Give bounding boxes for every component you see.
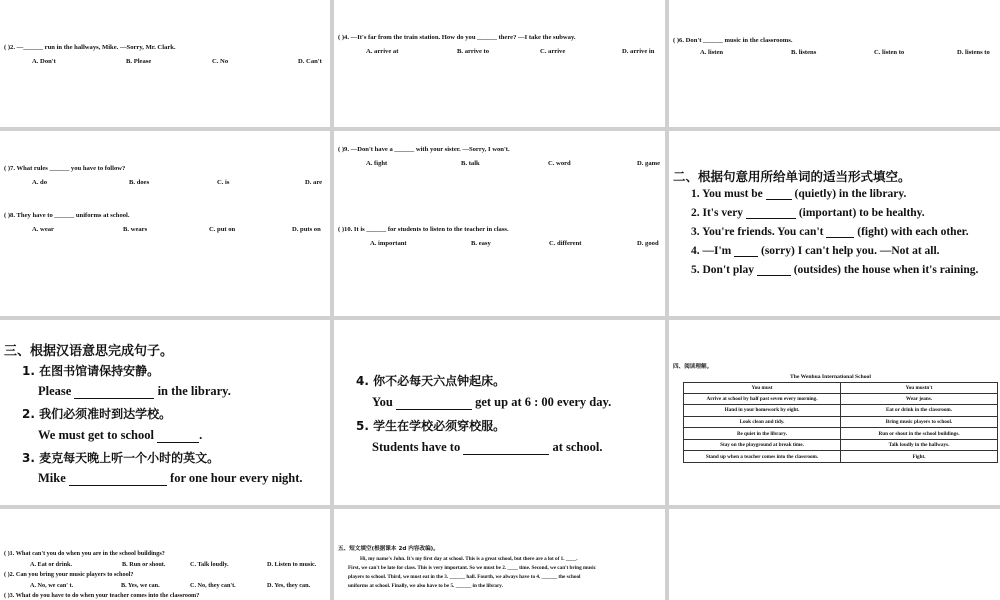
question-10: ( )10. It is ______ for students to listen to the teacher in class. bbox=[338, 226, 509, 233]
reading-question-2: ( )2. Can you bring your music players to school? bbox=[4, 571, 134, 578]
fill-item-3: 3. You're friends. You can't (fight) with each other. bbox=[691, 226, 969, 238]
table-row: Hand in your homework by eight. Eat or drink in the classroom. bbox=[684, 405, 998, 417]
option-b: B. Run or shout. bbox=[122, 561, 166, 568]
sentence-2-english: We must get to school . bbox=[38, 428, 203, 442]
option-b: B. arrive to bbox=[457, 48, 490, 55]
panel-reading-questions bbox=[0, 509, 330, 600]
table-header-row bbox=[684, 383, 998, 394]
sentence-5-chinese: 5. 学生在学校必须穿校服。 bbox=[356, 419, 506, 433]
sentence-1-english: Please in the library. bbox=[38, 384, 231, 398]
option-a: A. Don't bbox=[32, 58, 56, 65]
passage-line-3: players to school. Third, we must eat in the 3. ______ hall. Fourth, we always have to 4. ______ the school bbox=[348, 574, 581, 580]
answer-blank[interactable] bbox=[757, 263, 791, 276]
section-5-heading: 五、短文填空(根据课本 2d 内容改编)。 bbox=[338, 546, 439, 552]
passage-line-1: Hi, my name's John. It's my first day at school. This is a great school, but there are a lot of 1. ____. bbox=[360, 556, 578, 562]
answer-blank[interactable] bbox=[396, 394, 472, 410]
option-b: B. wears bbox=[123, 226, 148, 233]
panel-section-3 bbox=[0, 320, 330, 505]
option-c: C. No, they can't. bbox=[190, 582, 236, 589]
answer-blank[interactable] bbox=[826, 225, 854, 238]
option-b: B. Please bbox=[126, 58, 152, 65]
panel-section-4 bbox=[669, 320, 1000, 505]
question-6: ( )6. Don't ______ music in the classrooms. bbox=[673, 37, 793, 44]
option-c: C. different bbox=[549, 240, 582, 247]
answer-blank[interactable] bbox=[734, 244, 758, 257]
header-you-mustnt: You mustn't bbox=[841, 383, 998, 394]
option-c: C. listen to bbox=[874, 49, 905, 56]
option-d: D. listens to bbox=[957, 49, 990, 56]
panel-q9-q10 bbox=[334, 131, 665, 316]
answer-blank[interactable] bbox=[157, 427, 199, 443]
option-c: C. No bbox=[212, 58, 229, 65]
option-a: A. No, we can' t. bbox=[30, 582, 74, 589]
question-8: ( )8. They have to ______ uniforms at school. bbox=[4, 212, 130, 219]
section-4-heading: 四、阅读理解。 bbox=[673, 364, 713, 370]
option-b: B. easy bbox=[471, 240, 491, 247]
sentence-4-english: You get up at 6 : 00 every day. bbox=[372, 395, 612, 409]
sentence-2-chinese: 2. 我们必须准时到达学校。 bbox=[22, 407, 172, 421]
question-9: ( )9. —Don't have a ______ with your sister. —Sorry, I won't. bbox=[338, 146, 510, 153]
table-row: Arrive at school by half past seven every morning. Wear jeans. bbox=[684, 393, 998, 405]
reading-question-1: ( )1. What can't you do when you are in the school buildings? bbox=[4, 550, 165, 557]
option-d: D. arrive in bbox=[622, 48, 655, 55]
passage-line-4: uniforms at school. Finally, we also have to be 5. ______ in the library. bbox=[348, 583, 503, 589]
option-c: C. word bbox=[548, 160, 571, 167]
table-row: Be quiet in the library. Run or shout in the school buildings. bbox=[684, 428, 998, 440]
table-row: Stay on the playground at break time. Talk loudly in the hallways. bbox=[684, 439, 998, 451]
option-c: C. arrive bbox=[540, 48, 566, 55]
option-d: D. game bbox=[637, 160, 661, 167]
passage-line-2: First, we can't be late for class. This is very important. So we must be 2. ____ time. Second, we can't bring music bbox=[348, 565, 596, 571]
panel-section-3-cont bbox=[334, 320, 665, 505]
option-c: C. is bbox=[217, 179, 230, 186]
option-d: D. Listen to music. bbox=[267, 561, 317, 568]
option-a: A. do bbox=[32, 179, 48, 186]
option-a: A. Eat or drink. bbox=[30, 561, 73, 568]
answer-blank[interactable] bbox=[74, 383, 154, 399]
option-b: B. talk bbox=[461, 160, 480, 167]
school-rules-table bbox=[683, 382, 998, 463]
option-a: A. wear bbox=[32, 226, 54, 233]
sentence-3-english: Mike for one hour every night. bbox=[38, 471, 303, 485]
option-d: D. are bbox=[305, 179, 323, 186]
table-row: Look clean and tidy. Bring music players to school. bbox=[684, 416, 998, 428]
panel-q2 bbox=[0, 0, 330, 127]
table-title: The Wenhua International School bbox=[790, 374, 871, 380]
panel-q4 bbox=[334, 0, 665, 127]
answer-blank[interactable] bbox=[766, 187, 792, 200]
panel-blank bbox=[669, 509, 1000, 600]
fill-item-5: 5. Don't play (outsides) the house when it's raining. bbox=[691, 264, 979, 276]
sentence-1-chinese: 1. 在图书馆请保持安静。 bbox=[22, 364, 160, 378]
table-row: Stand up when a teacher comes into the classroom. Fight. bbox=[684, 451, 998, 463]
option-a: A. fight bbox=[366, 160, 388, 167]
question-4: ( )4. —It's far from the train station. How do you ______ there? —I take the subway. bbox=[338, 34, 576, 41]
answer-blank[interactable] bbox=[463, 439, 549, 455]
option-c: C. put on bbox=[209, 226, 236, 233]
reading-question-3: ( )3. What do you have to do when your teacher comes into the classroom? bbox=[4, 592, 200, 599]
answer-blank[interactable] bbox=[746, 206, 796, 219]
option-c: C. Talk loudly. bbox=[190, 561, 229, 568]
option-a: A. arrive at bbox=[366, 48, 399, 55]
header-you-must: You must bbox=[684, 383, 841, 394]
sentence-3-chinese: 3. 麦克每天晚上听一个小时的英文。 bbox=[22, 451, 220, 465]
question-2: ( )2. —______ run in the hallways, Mike. —Sorry, Mr. Clark. bbox=[4, 44, 176, 51]
fill-item-4: 4. —I'm (sorry) I can't help you. —Not at all. bbox=[691, 245, 940, 257]
panel-q6 bbox=[669, 0, 1000, 127]
option-b: B. Yes, we can. bbox=[121, 582, 160, 589]
panel-section-5 bbox=[334, 509, 665, 600]
fill-item-2: 2. It's very (important) to be healthy. bbox=[691, 207, 925, 219]
section-3-title: 三、根据汉语意思完成句子。 bbox=[4, 344, 174, 359]
answer-blank[interactable] bbox=[69, 470, 167, 486]
sentence-5-english: Students have to at school. bbox=[372, 440, 603, 454]
panel-q7-q8 bbox=[0, 131, 330, 316]
option-d: D. good bbox=[637, 240, 659, 247]
option-a: A. listen bbox=[700, 49, 724, 56]
option-a: A. important bbox=[370, 240, 407, 247]
fill-item-1: 1. You must be (quietly) in the library. bbox=[691, 188, 907, 200]
sentence-4-chinese: 4. 你不必每天六点钟起床。 bbox=[356, 374, 506, 388]
option-d: D. Can't bbox=[298, 58, 322, 65]
option-b: B. does bbox=[129, 179, 150, 186]
panel-section-2 bbox=[669, 131, 1000, 316]
option-d: D. Yes, they can. bbox=[267, 582, 311, 589]
question-7: ( )7. What rules ______ you have to follow? bbox=[4, 165, 126, 172]
option-b: B. listens bbox=[791, 49, 817, 56]
section-2-title: 二、根据句意用所给单词的适当形式填空。 bbox=[673, 169, 911, 184]
option-d: D. puts on bbox=[292, 226, 321, 233]
